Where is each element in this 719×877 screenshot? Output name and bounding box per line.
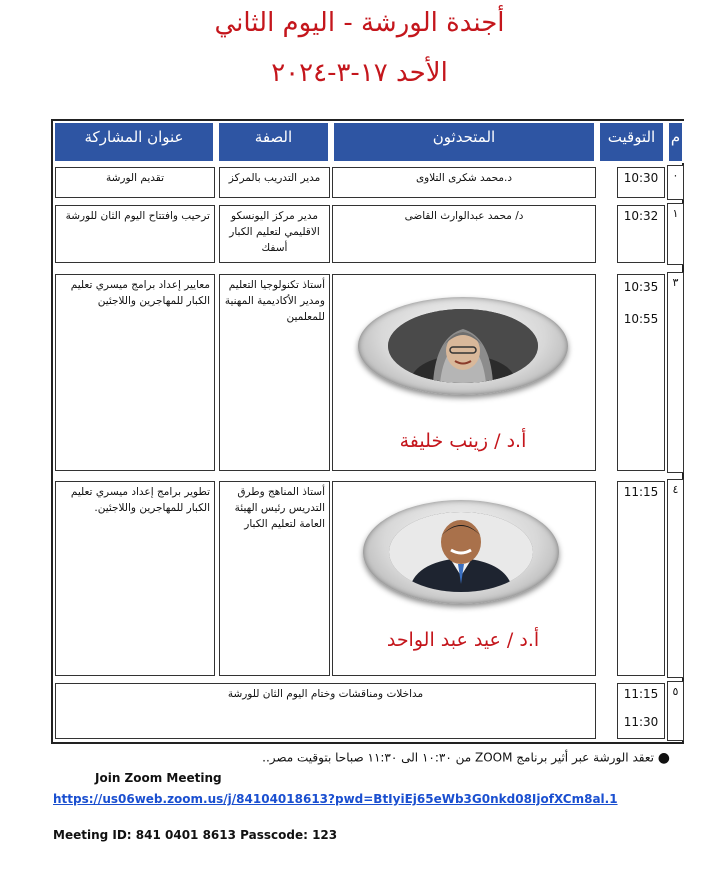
row-1-speaker: د/ محمد عبدالوارث القاضى: [332, 205, 596, 263]
row-3-speaker-name: أ.د / عيد عبد الواحد: [386, 629, 540, 651]
col-header-speakers: المتحدثون: [332, 121, 596, 163]
speaker-photo-frame: [358, 297, 568, 395]
row-4-time-end: 11:30: [623, 715, 659, 729]
speaker-photo-frame: [363, 500, 559, 604]
zoom-note-text: تعقد الورشة عبر أثير برنامج ZOOM من ١٠:٣٠ الى ١١:٣٠ صباحا بتوقيت مصر..: [262, 750, 654, 765]
row-4-time-start: 11:15: [623, 687, 659, 701]
zoom-note: [60, 750, 670, 766]
row-3-num: ٤: [667, 479, 684, 678]
col-header-time: التوقيت: [598, 121, 665, 163]
col-header-topic: عنوان المشاركة: [53, 121, 215, 163]
zoom-link[interactable]: https://us06web.zoom.us/j/84104018613?pwd=BtIyiEj65eWb3G0nkd08IjofXCm8al.1: [53, 792, 618, 806]
row-2-speaker-name: أ.د / زينب خليفة: [399, 430, 527, 452]
join-zoom-label: Join Zoom Meeting: [95, 771, 222, 785]
row-0-topic: تقديم الورشة: [55, 167, 215, 198]
row-3-topic: تطوير برامج إعداد ميسري تعليم الكبار للمهاجرين واللاجئين.: [55, 481, 215, 676]
row-4-topic: مداخلات ومناقشات وختام اليوم الثان للورشة: [55, 683, 596, 739]
row-1-num: ١: [667, 203, 684, 265]
row-2-time: [617, 274, 665, 471]
row-2-speaker: [332, 274, 596, 471]
row-2-topic: معايير إعداد برامج ميسري تعليم الكبار للمهاجرين واللاجئين: [55, 274, 215, 471]
row-2-time-end: 10:55: [623, 312, 659, 326]
agenda-table: [51, 119, 684, 744]
row-1-time: 10:32: [617, 205, 665, 263]
speaker-portrait-icon: [388, 309, 538, 383]
bullet-icon: ●: [657, 750, 670, 766]
page-date: الأحد ١٧-٣-٢٠٢٤: [271, 58, 448, 88]
row-0-num: ٠: [667, 165, 684, 200]
row-1-role: مدير مركز اليونسكو الاقليمي لتعليم الكبار أسفك: [219, 205, 330, 263]
row-4-time: [617, 683, 665, 739]
speaker-photo: [389, 512, 533, 592]
meeting-credentials: Meeting ID: 841 0401 8613 Passcode: 123: [53, 828, 338, 842]
col-header-num: م: [667, 121, 684, 163]
speaker-photo: [388, 309, 538, 383]
row-2-time-start: 10:35: [623, 280, 659, 294]
page-title: أجندة الورشة - اليوم الثاني: [214, 8, 505, 38]
row-4-num: ٥: [667, 681, 684, 741]
row-3-speaker: [332, 481, 596, 676]
speaker-portrait-icon: [389, 512, 533, 592]
row-0-role: مدير التدريب بالمركز: [219, 167, 330, 198]
row-2-num: ٣: [667, 272, 684, 473]
row-1-topic: ترحيب وافتتاح اليوم الثان للورشة: [55, 205, 215, 263]
row-3-role: أستاذ المناهج وطرق التدريس رئيس الهيئة العامة لتعليم الكبار: [219, 481, 330, 676]
col-header-role: الصفة: [217, 121, 330, 163]
row-0-speaker: د.محمد شكرى التلاوى: [332, 167, 596, 198]
row-0-time: 10:30: [617, 167, 665, 198]
row-2-role: أستاذ تكنولوجيا التعليم ومدير الأكاديمية المهنية للمعلمين: [219, 274, 330, 471]
row-3-time: 11:15: [617, 481, 665, 676]
